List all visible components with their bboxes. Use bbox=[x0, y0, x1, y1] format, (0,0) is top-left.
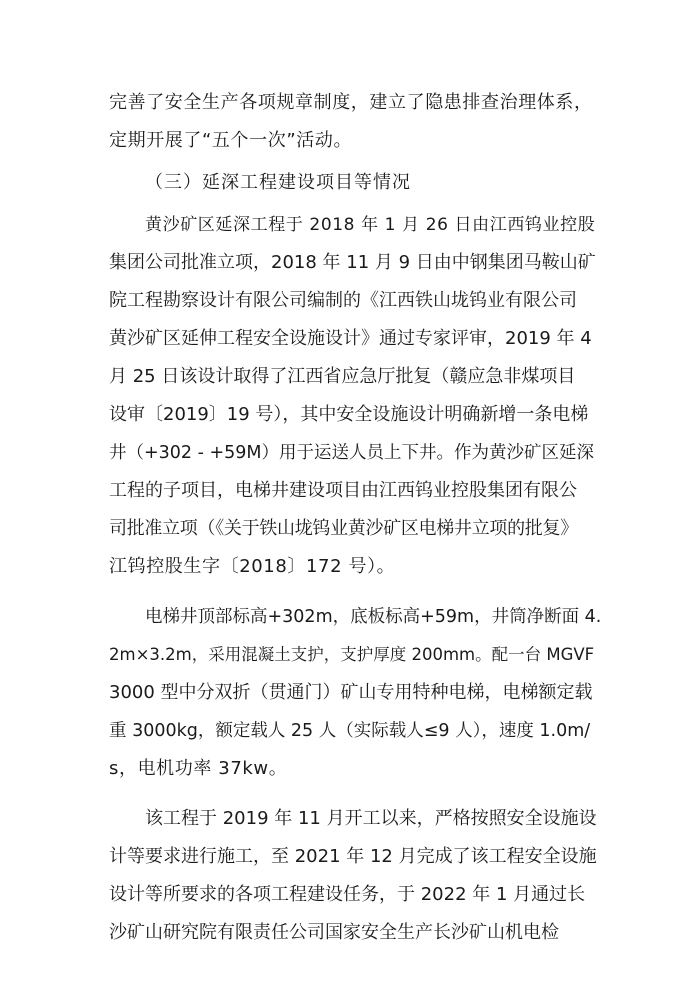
text-line: 司批准立项（《关于铁山垅钨业黄沙矿区电梯井立项的批复》 bbox=[109, 518, 578, 539]
text-line: 设审〔2019〕19 号），其中安全设施设计明确新增一条电梯 bbox=[109, 404, 589, 425]
text-line: 该工程于 2019 年 11 月开工以来，严格按照安全设施设 bbox=[145, 808, 597, 829]
text-line: 院工程勘察设计有限公司编制的《江西铁山垅钨业有限公司 bbox=[109, 290, 577, 311]
text-line: 黄沙矿区延深工程于 2018 年 1 月 26 日由江西钨业控股 bbox=[145, 215, 596, 235]
text-line: 定期开展了“五个一次”活动。 bbox=[109, 130, 353, 151]
text-line: 2m×3.2m，采用混凝土支护，支护厚度 200mm。配一台 MGVF bbox=[109, 645, 595, 664]
text-line: 3000 型中分双折（贯通门）矿山专用特种电梯，电梯额定载 bbox=[109, 682, 593, 703]
text-line: 江钨控股生字〔2018〕172 号）。 bbox=[109, 556, 396, 577]
text-line: 月 25 日该设计取得了江西省应急厅批复（赣应急非煤项目 bbox=[109, 366, 576, 387]
text-line: 工程的子项目，电梯井建设项目由江西钨业控股集团有限公 bbox=[109, 480, 577, 501]
intro-paragraph bbox=[109, 84, 601, 160]
text-line: 完善了安全生产各项规章制度，建立了隐患排查治理体系， bbox=[109, 92, 593, 113]
text-line: 计等要求进行施工，至 2021 年 12 月完成了该工程安全设施 bbox=[109, 846, 597, 867]
text-line: 电梯井顶部标高+302m，底板标高+59m，井筒净断面 4. bbox=[145, 607, 602, 627]
paragraph-project-approval bbox=[109, 206, 601, 586]
text-line: 黄沙矿区延伸工程安全设施设计》通过专家评审，2019 年 4 bbox=[109, 328, 592, 349]
text-line: 井（+302 - +59M）用于运送人员上下井。作为黄沙矿区延深 bbox=[109, 443, 595, 463]
paragraph-elevator-specs bbox=[109, 598, 601, 788]
section-heading: （三）延深工程建设项目等情况 bbox=[145, 172, 411, 193]
document-body bbox=[109, 84, 601, 952]
text-line: s，电机功率 37kw。 bbox=[109, 758, 288, 779]
text-line: 设计等所要求的各项工程建设任务，于 2022 年 1 月通过长 bbox=[109, 884, 586, 905]
text-line: 沙矿山研究院有限责任公司国家安全生产长沙矿山机电检 bbox=[109, 922, 559, 943]
text-line: 重 3000kg，额定载人 25 人（实际载人≤9 人），速度 1.0m/ bbox=[109, 721, 591, 741]
text-line: 集团公司批准立项，2018 年 11 月 9 日由中钢集团马鞍山矿 bbox=[109, 252, 596, 273]
paragraph-construction bbox=[109, 800, 601, 952]
